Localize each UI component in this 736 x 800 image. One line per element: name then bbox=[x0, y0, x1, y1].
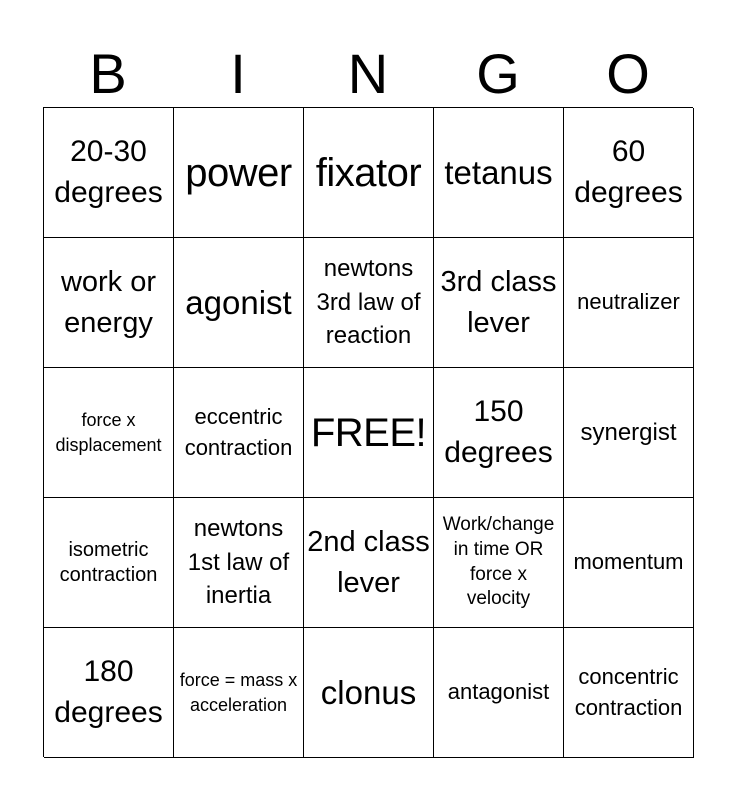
bingo-cell[interactable] bbox=[434, 628, 564, 758]
bingo-cell[interactable] bbox=[564, 628, 694, 758]
bingo-cell[interactable] bbox=[174, 238, 304, 368]
bingo-cell[interactable] bbox=[44, 238, 174, 368]
cell-text: fixator bbox=[315, 150, 422, 195]
header-letter-g: G bbox=[476, 42, 520, 105]
bingo-cell[interactable] bbox=[434, 498, 564, 628]
cell-text: 20-30 degrees bbox=[54, 135, 163, 209]
header-letter-i: I bbox=[230, 42, 246, 105]
cell-text: momentum bbox=[573, 549, 684, 575]
bingo-cell[interactable] bbox=[44, 108, 174, 238]
bingo-cell[interactable] bbox=[44, 498, 174, 628]
cell-text: synergist bbox=[580, 418, 677, 446]
bingo-header bbox=[43, 40, 693, 108]
free-space-cell[interactable] bbox=[304, 368, 434, 498]
bingo-cell[interactable] bbox=[564, 368, 694, 498]
bingo-cell[interactable] bbox=[174, 628, 304, 758]
cell-text: 2nd class lever bbox=[307, 525, 430, 599]
cell-text: power bbox=[185, 150, 292, 195]
bingo-grid bbox=[43, 107, 693, 757]
header-letter-o: O bbox=[606, 42, 650, 105]
cell-text: newtons 3rd law of reaction bbox=[316, 255, 421, 350]
cell-text: work or energy bbox=[60, 265, 157, 339]
bingo-cell[interactable] bbox=[304, 108, 434, 238]
cell-text: concentric contraction bbox=[574, 663, 683, 720]
free-space-text: FREE! bbox=[310, 410, 427, 455]
bingo-cell[interactable] bbox=[564, 238, 694, 368]
cell-text: isometric contraction bbox=[59, 538, 158, 586]
cell-text: newtons 1st law of inertia bbox=[187, 515, 290, 610]
bingo-cell[interactable] bbox=[44, 628, 174, 758]
cell-text: clonus bbox=[320, 673, 417, 711]
cell-text: force x displacement bbox=[55, 410, 162, 455]
bingo-cell[interactable] bbox=[304, 628, 434, 758]
bingo-cell[interactable] bbox=[434, 368, 564, 498]
bingo-cell[interactable] bbox=[304, 238, 434, 368]
cell-text: 3rd class lever bbox=[440, 265, 557, 339]
cell-text: antagonist bbox=[447, 679, 550, 705]
cell-text: force = mass x acceleration bbox=[179, 670, 298, 715]
cell-text: eccentric contraction bbox=[184, 403, 293, 460]
bingo-cell[interactable] bbox=[174, 368, 304, 498]
bingo-cell[interactable] bbox=[434, 108, 564, 238]
bingo-cell[interactable] bbox=[174, 498, 304, 628]
header-letter-n: N bbox=[347, 42, 389, 105]
cell-text: tetanus bbox=[444, 153, 553, 191]
bingo-cell[interactable] bbox=[304, 498, 434, 628]
cell-text: 180 degrees bbox=[54, 655, 163, 729]
cell-text: 150 degrees bbox=[444, 395, 553, 469]
cell-text: Work/change in time OR force x velocity bbox=[442, 514, 555, 610]
bingo-cell[interactable] bbox=[564, 108, 694, 238]
bingo-cell[interactable] bbox=[174, 108, 304, 238]
bingo-cell[interactable] bbox=[44, 368, 174, 498]
cell-text: agonist bbox=[185, 283, 292, 321]
cell-text: neutralizer bbox=[577, 289, 680, 315]
cell-text: 60 degrees bbox=[574, 135, 683, 209]
bingo-cell[interactable] bbox=[564, 498, 694, 628]
bingo-cell[interactable] bbox=[434, 238, 564, 368]
header-letter-b: B bbox=[89, 42, 127, 105]
